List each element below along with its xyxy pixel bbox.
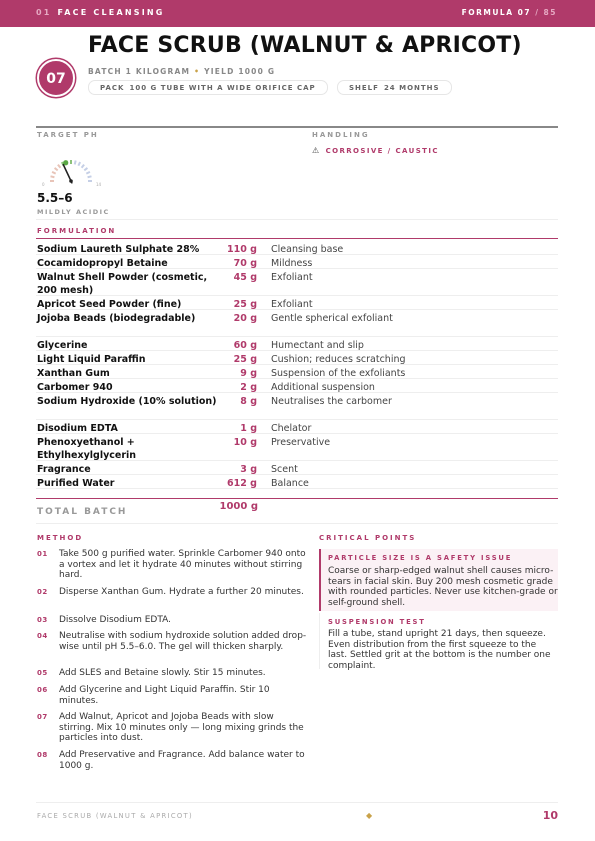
ingredient-name: Walnut Shell Powder (cosmetic, 200 mesh) xyxy=(37,272,208,296)
ingredient-row xyxy=(36,241,558,255)
method-label: METHOD xyxy=(37,534,84,542)
ingredient-row xyxy=(36,434,558,461)
ph-value: 5.5–6 xyxy=(37,191,73,205)
ingredient-row xyxy=(36,379,558,393)
ingredient-name: Purified Water xyxy=(37,478,115,489)
ingredient-name: Glycerine xyxy=(37,340,88,351)
recipe-number-badge: 07 xyxy=(37,59,75,97)
formula-counter xyxy=(462,8,557,17)
ingredient-name: Jojoba Beads (biodegradable) xyxy=(37,313,196,324)
total-value: 1000 g xyxy=(219,501,258,512)
recipe-title: FACE SCRUB (WALNUT & APRICOT) xyxy=(88,33,522,58)
total-label: TOTAL BATCH xyxy=(37,507,128,517)
gauge-min-label: 0 xyxy=(42,182,45,187)
ingredient-role: Balance xyxy=(271,478,309,489)
step-number: 03 xyxy=(37,616,48,624)
ingredient-quantity: 3 g xyxy=(240,464,257,475)
formula-label: FORMULA 07 xyxy=(461,8,532,17)
critical-text: Fill a tube, stand upright 21 days, then squeeze. Even distribution from the first squeeze to the last. Settled grit at the bottom is the number one complaint. xyxy=(328,629,551,671)
ingredient-role: Cleansing base xyxy=(271,244,344,255)
divider xyxy=(36,219,558,220)
warning-triangle-icon: ⚠ xyxy=(312,146,321,155)
gauge-tick xyxy=(78,162,80,166)
ingredient-quantity: 70 g xyxy=(233,258,257,269)
batch-yield: YIELD 1000 G xyxy=(204,67,276,76)
ingredient-role: Additional suspension xyxy=(271,382,375,393)
ingredient-role: Gentle spherical exfoliant xyxy=(271,313,393,324)
gauge-tick xyxy=(55,168,58,170)
footer-running-title: FACE SCRUB (WALNUT & APRICOT) xyxy=(37,812,193,820)
divider xyxy=(36,802,558,803)
step-text: Add Preservative and Fragrance. Add balance water to 1000 g. xyxy=(59,750,305,771)
ingredient-quantity: 45 g xyxy=(233,272,257,283)
ingredient-role: Exfoliant xyxy=(271,299,313,310)
critical-heading: SUSPENSION TEST xyxy=(328,618,426,626)
pack-value: 100 G TUBE WITH A WIDE ORIFICE CAP xyxy=(129,84,316,92)
step-text: Dissolve Disodium EDTA. xyxy=(59,615,171,625)
gauge-max-label: 14 xyxy=(96,182,102,187)
ingredient-name: Cocamidopropyl Betaine xyxy=(37,258,168,269)
ingredient-name: Phenoxyethanol + Ethylhexylglycerin xyxy=(37,437,137,461)
top-bar xyxy=(0,0,595,27)
step-text: Add Walnut, Apricot and Jojoba Beads with slow stirring. Mix 10 minutes only — long mixing grinds the particles into dust. xyxy=(59,712,304,743)
ingredient-row xyxy=(36,310,558,337)
ingredient-quantity: 25 g xyxy=(233,354,257,365)
ingredient-name: Sodium Hydroxide (10% solution) xyxy=(37,396,217,407)
ingredient-quantity: 110 g xyxy=(227,244,257,255)
step-number: 01 xyxy=(37,550,48,558)
ingredient-row xyxy=(36,296,558,310)
gauge-tick xyxy=(52,172,56,174)
page-number: 10 xyxy=(542,809,558,822)
critical-text: Coarse or sharp-edged walnut shell causes micro-tears in facial skin. Buy 200 mesh cosmetic grade with rounded particles. Never use kitchen-grade or self-ground shell. xyxy=(328,566,558,608)
ingredient-role: Humectant and slip xyxy=(271,340,364,351)
ingredient-role: Chelator xyxy=(271,423,312,434)
accent-rule xyxy=(36,498,558,499)
section-heading xyxy=(36,8,165,17)
hazard-note xyxy=(312,146,439,155)
ingredient-role: Suspension of the exfoliants xyxy=(271,368,406,379)
step-number: 08 xyxy=(37,751,48,759)
accent-rule xyxy=(36,238,558,239)
ingredient-name: Light Liquid Paraffin xyxy=(37,354,146,365)
step-number: 07 xyxy=(37,713,48,721)
step-number: 04 xyxy=(37,632,48,640)
step-number: 02 xyxy=(37,588,48,596)
ingredient-row xyxy=(36,393,558,420)
step-text: Take 500 g purified water. Sprinkle Carbomer 940 onto a vortex and let it hydrate 40 minutes without stirring hard. xyxy=(59,549,306,580)
ph-gauge xyxy=(38,153,104,189)
hazard-text: CORROSIVE / CAUSTIC xyxy=(325,147,439,155)
ingredient-row xyxy=(36,475,558,489)
step-number: 05 xyxy=(37,669,48,677)
ingredient-role: Mildness xyxy=(271,258,313,269)
ingredient-row xyxy=(36,337,558,351)
gauge-ticks xyxy=(50,160,92,181)
gauge-tick xyxy=(88,176,92,177)
pack-label: PACK xyxy=(100,84,125,92)
ingredient-name: Carbomer 940 xyxy=(37,382,113,393)
ingredient-name: Xanthan Gum xyxy=(37,368,110,379)
divider xyxy=(36,126,558,128)
shelf-label: SHELF xyxy=(349,84,379,92)
ingredient-role: Scent xyxy=(271,464,298,475)
ingredient-quantity: 9 g xyxy=(240,368,257,379)
section-number: 01 xyxy=(36,8,52,17)
ingredient-role: Neutralises the carbomer xyxy=(271,396,392,407)
ingredient-row xyxy=(36,365,558,379)
ingredient-quantity: 612 g xyxy=(227,478,257,489)
batch-size: BATCH 1 KILOGRAM xyxy=(88,67,191,76)
ingredient-row xyxy=(36,420,558,434)
ingredient-quantity: 60 g xyxy=(233,340,257,351)
step-text: Disperse Xanthan Gum. Hydrate a further 20 minutes. xyxy=(59,587,304,597)
step-text: Neutralise with sodium hydroxide solution added drop-wise until pH 5.5–6.0. The gel will thicken sharply. xyxy=(59,631,307,652)
gauge-tick xyxy=(82,165,84,168)
ingredient-role: Preservative xyxy=(271,437,331,448)
gauge-tick xyxy=(51,176,55,177)
ingredient-name: Apricot Seed Powder (fine) xyxy=(37,299,182,310)
critical-heading: PARTICLE SIZE IS A SAFETY ISSUE xyxy=(328,554,513,562)
section-title: FACE CLEANSING xyxy=(57,8,165,17)
step-number: 06 xyxy=(37,686,48,694)
ingredient-name: Fragrance xyxy=(37,464,91,475)
shelf-value: 24 MONTHS xyxy=(383,84,440,92)
divider xyxy=(319,613,320,669)
ingredient-quantity: 2 g xyxy=(240,382,257,393)
gauge-pivot xyxy=(69,179,73,183)
gauge-tick xyxy=(75,161,76,165)
step-text: Add SLES and Betaine slowly. Stir 15 minutes. xyxy=(59,668,266,678)
footer-ornament: ◆ xyxy=(366,811,373,820)
ingredient-quantity: 1 g xyxy=(240,423,257,434)
handling-label: HANDLING xyxy=(312,131,370,139)
ingredient-quantity: 10 g xyxy=(233,437,257,448)
ingredient-quantity: 20 g xyxy=(233,313,257,324)
ingredient-name: Disodium EDTA xyxy=(37,423,118,434)
ingredient-row xyxy=(36,351,558,365)
ingredient-role: Cushion; reduces scratching xyxy=(271,354,406,365)
batch-line xyxy=(88,67,275,76)
ingredient-row xyxy=(36,269,558,296)
ingredient-row xyxy=(36,255,558,269)
shelf-pill xyxy=(337,80,452,95)
target-ph-label: TARGET PH xyxy=(37,131,99,139)
ingredient-row xyxy=(36,461,558,475)
gauge-tick xyxy=(58,165,60,168)
ingredient-quantity: 8 g xyxy=(240,396,257,407)
ingredient-name: Sodium Laureth Sulphate 28% xyxy=(37,244,200,255)
ingredient-table xyxy=(36,241,558,489)
formula-total: / 85 xyxy=(535,8,557,17)
ingredient-role: Exfoliant xyxy=(271,272,313,283)
critical-points-label: CRITICAL POINTS xyxy=(319,534,417,542)
gauge-tick xyxy=(86,172,90,174)
ingredient-quantity: 25 g xyxy=(233,299,257,310)
ph-note: MILDLY ACIDIC xyxy=(37,208,110,216)
formulation-label: FORMULATION xyxy=(37,227,117,235)
bullet-icon: • xyxy=(194,67,201,76)
pack-pill xyxy=(88,80,328,95)
step-text: Add Glycerine and Light Liquid Paraffin. Stir 10 minutes. xyxy=(59,685,270,706)
divider xyxy=(36,523,558,524)
gauge-tick xyxy=(84,168,87,170)
